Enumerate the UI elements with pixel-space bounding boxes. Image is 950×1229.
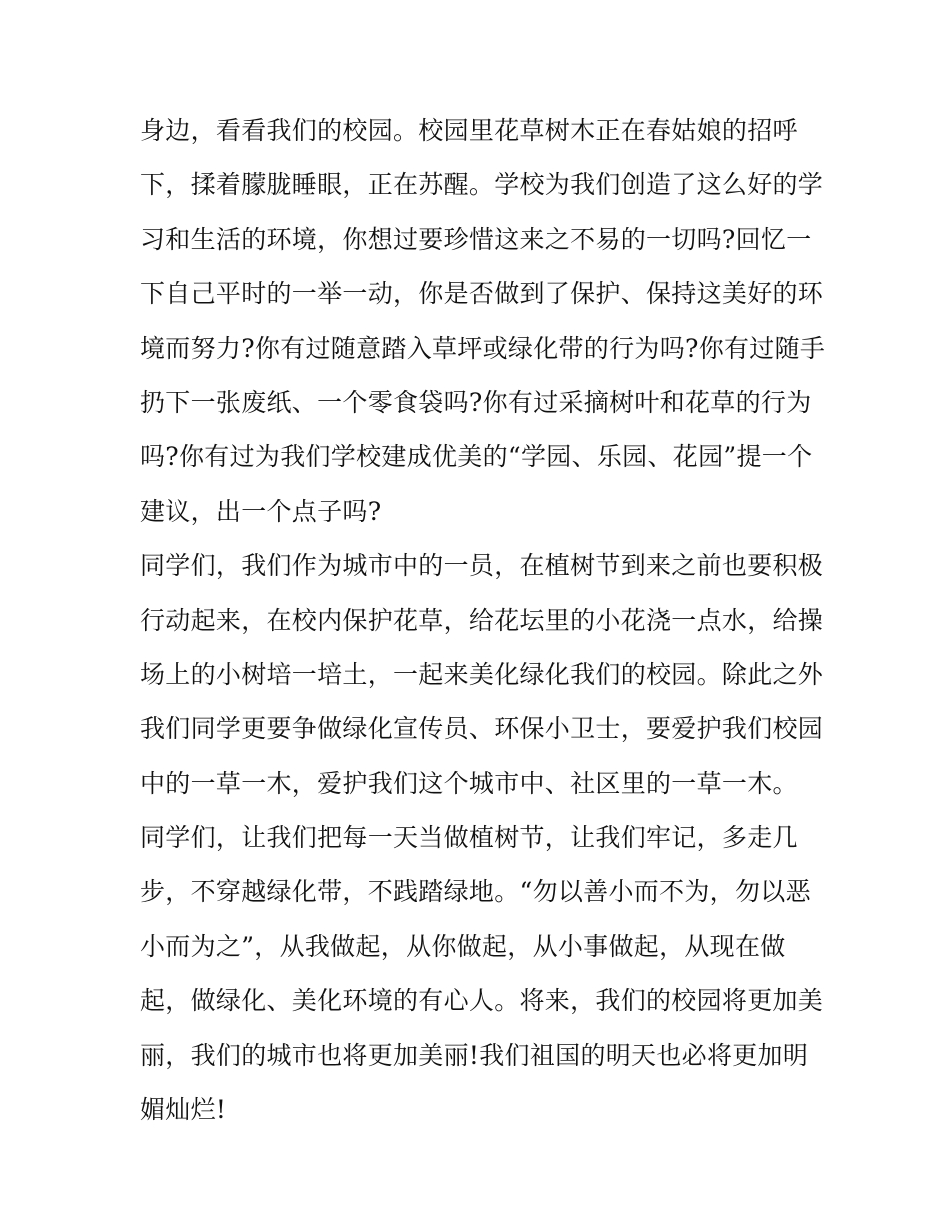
text-line: 媚灿烂! — [140, 1095, 227, 1125]
text-line: 起，做绿化、美化环境的有心人。将来，我们的校园将更加美 — [140, 986, 824, 1016]
text-line: 下自己平时的一举一动，你是否做到了保护、保持这美好的环 — [140, 279, 824, 309]
text-line: 吗?你有过为我们学校建成优美的“学园、乐园、花园”提一个 — [140, 442, 813, 472]
text-line: 场上的小树培一培土，一起来美化绿化我们的校园。除此之外 — [140, 659, 824, 689]
body-text — [140, 104, 830, 1137]
text-line: 建议，出一个点子吗? — [140, 496, 382, 526]
text-line: 行动起来，在校内保护花草，给花坛里的小花浇一点水，给操 — [140, 605, 824, 635]
text-line: 扔下一张废纸、一个零食袋吗?你有过采摘树叶和花草的行为 — [140, 387, 812, 417]
text-line: 我们同学更要争做绿化宣传员、环保小卫士，要爱护我们校园 — [140, 714, 824, 744]
text-line: 丽，我们的城市也将更加美丽!我们祖国的明天也必将更加明 — [140, 1040, 809, 1070]
text-line: 同学们，我们作为城市中的一员，在植树节到来之前也要积极 — [140, 551, 824, 581]
text-line: 小而为之”，从我做起，从你做起，从小事做起，从现在做 — [140, 931, 786, 961]
text-line: 步，不穿越绿化带，不践踏绿地。“勿以善小而不为，勿以恶 — [140, 877, 811, 907]
text-line: 中的一草一木，爱护我们这个城市中、社区里的一草一木。 — [140, 768, 798, 798]
text-line: 同学们，让我们把每一天当做植树节，让我们牢记，多走几 — [140, 823, 798, 853]
text-line: 身边，看看我们的校园。校园里花草树木正在春姑娘的招呼 — [140, 116, 798, 145]
text-line: 境而努力?你有过随意踏入草坪或绿化带的行为吗?你有过随手 — [140, 333, 826, 363]
text-line: 下，揉着朦胧睡眼，正在苏醒。学校为我们创造了这么好的学 — [140, 170, 824, 200]
text-line: 习和生活的环境，你想过要珍惜这来之不易的一切吗?回忆一 — [140, 224, 812, 254]
